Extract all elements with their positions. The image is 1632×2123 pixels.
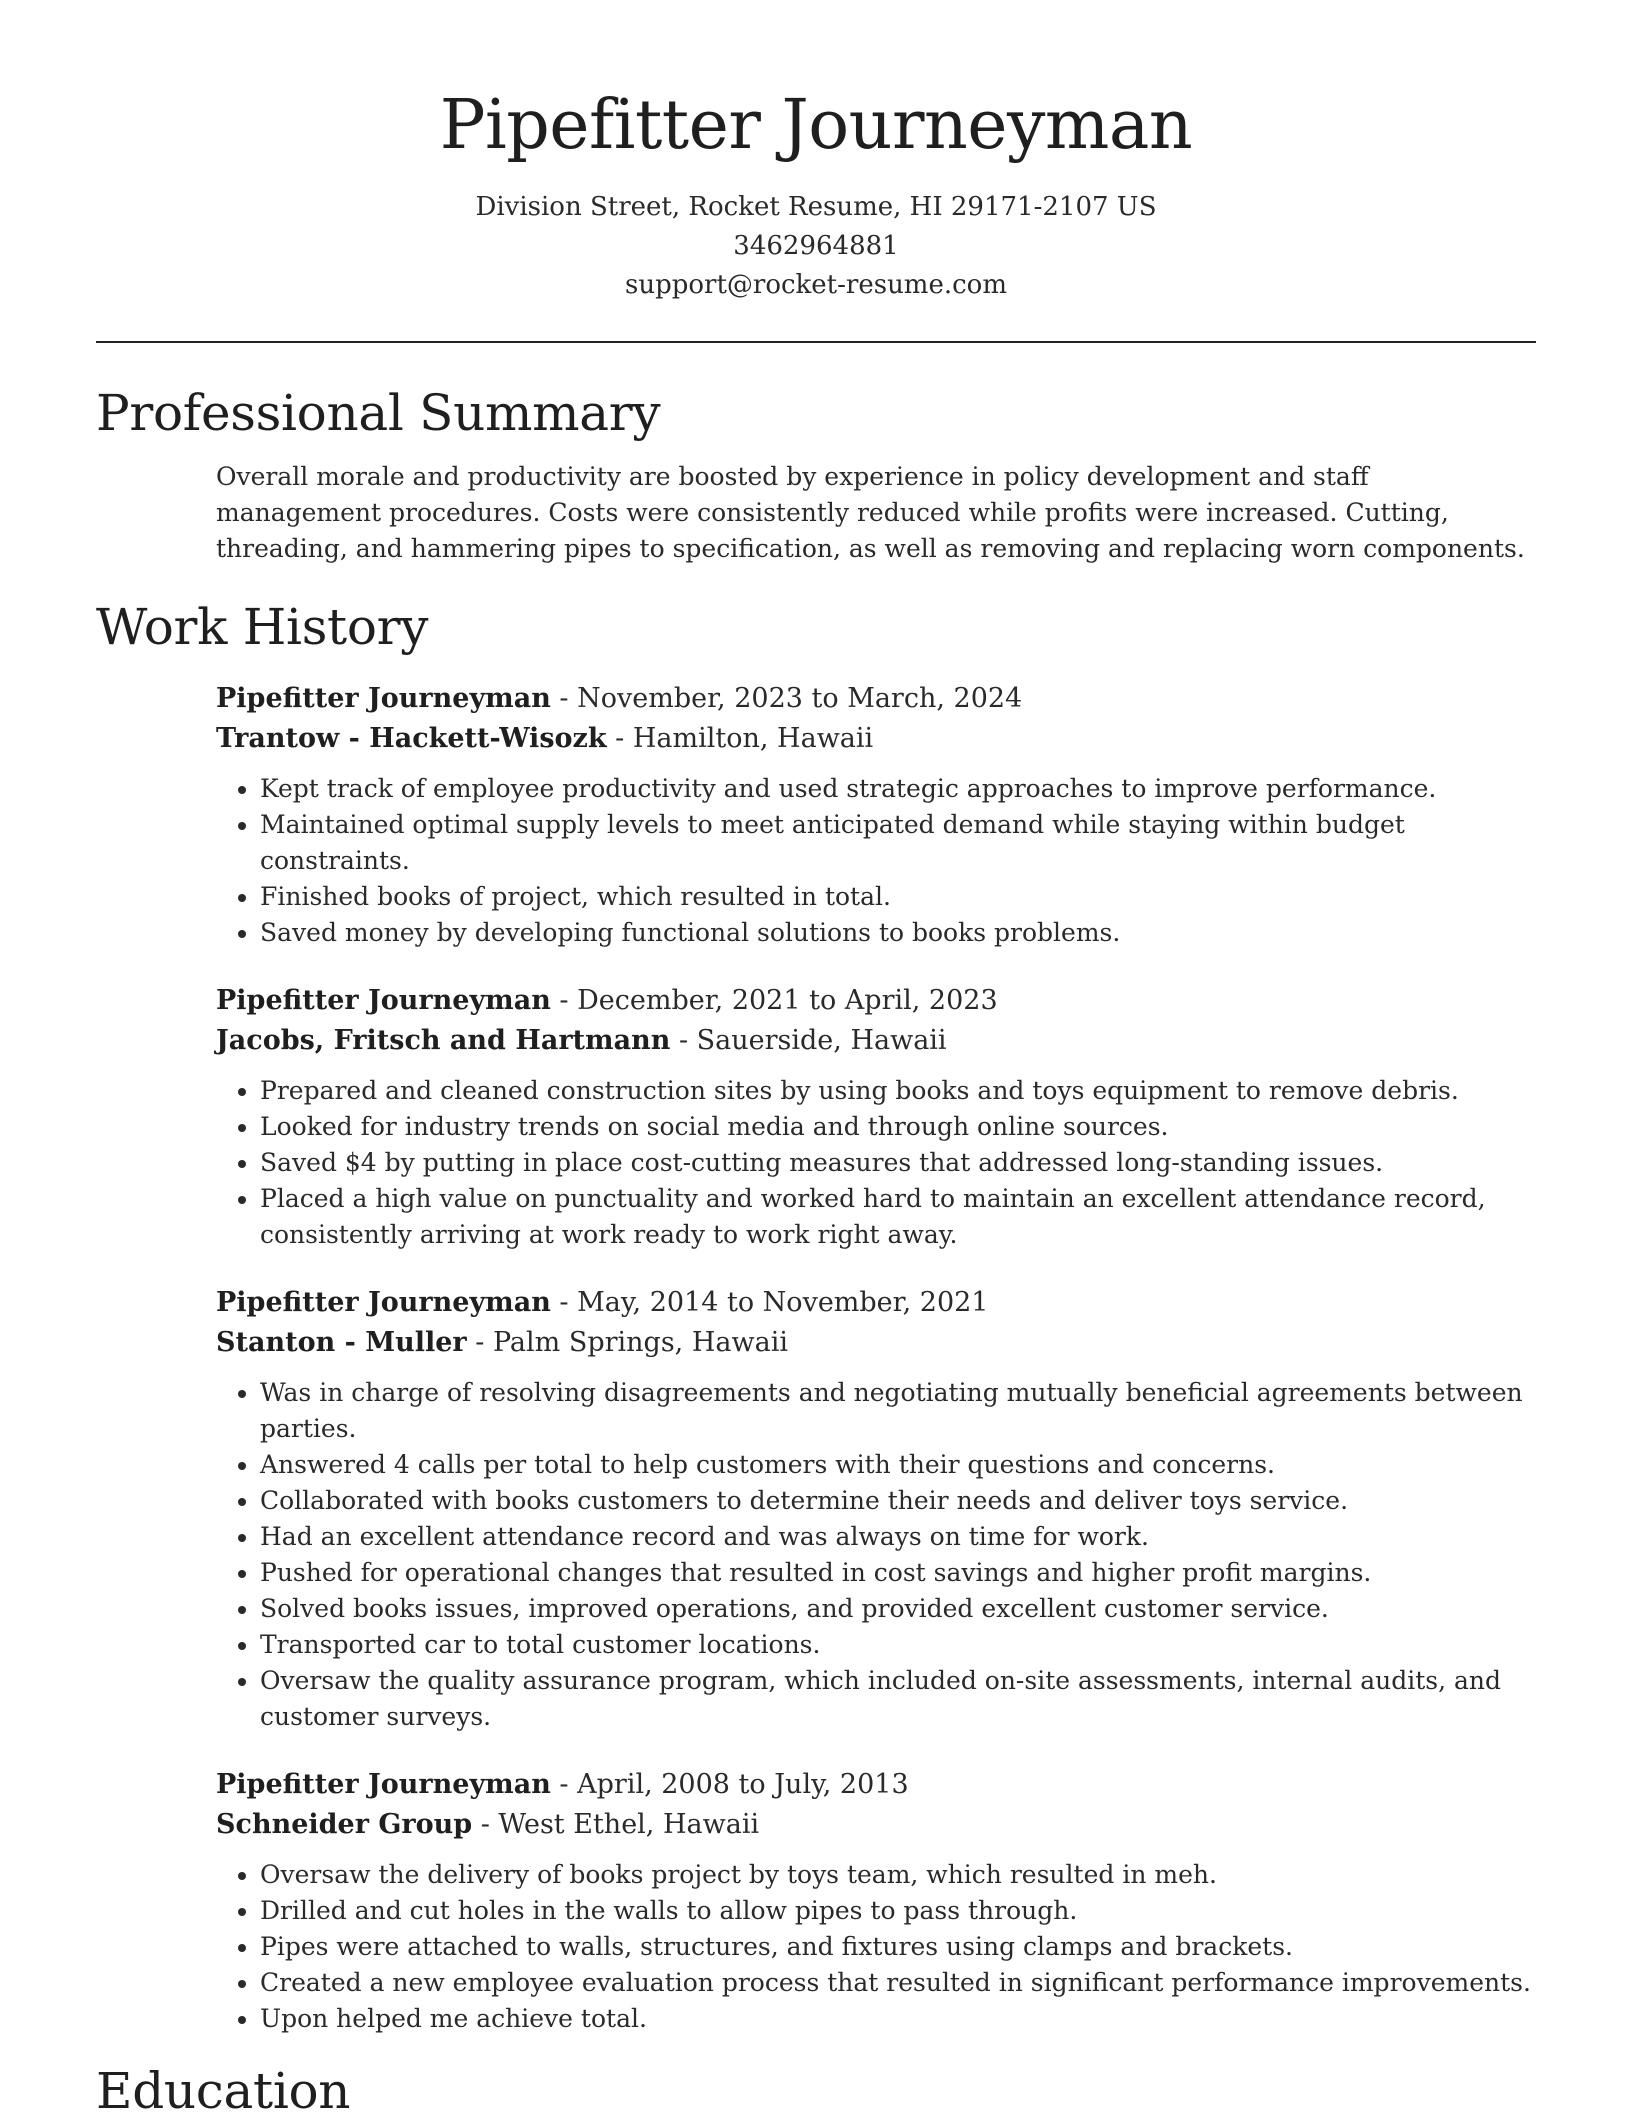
job-title-line — [216, 1283, 1536, 1323]
list-item: • Pipes were attached to walls, structures, and fixtures using clamps and brackets. — [260, 1929, 1536, 1965]
job-bullets — [216, 1857, 1536, 2037]
list-item: • Looked for industry trends on social media and through online sources. — [260, 1109, 1536, 1145]
job-dates: December, 2021 to April, 2023 — [577, 985, 998, 1016]
list-item: • Placed a high value on punctuality and worked hard to maintain an excellent attendance record, consistently arriving at work ready to work right away. — [260, 1181, 1536, 1253]
job-location: Palm Springs, Hawaii — [492, 1327, 788, 1358]
list-item: • Prepared and cleaned construction sites by using books and toys equipment to remove debris. — [260, 1073, 1536, 1109]
job-entry — [216, 1283, 1536, 1735]
list-item: • Was in charge of resolving disagreements and negotiating mutually beneficial agreements between parties. — [260, 1375, 1536, 1447]
job-title-line — [216, 679, 1536, 719]
job-title-line — [216, 981, 1536, 1021]
company-name: Jacobs, Fritsch and Hartmann — [216, 1025, 671, 1056]
list-item: • Drilled and cut holes in the walls to allow pipes to pass through. — [260, 1893, 1536, 1929]
list-item: • Maintained optimal supply levels to meet anticipated demand while staying within budget constraints. — [260, 807, 1536, 879]
job-location: West Ethel, Hawaii — [498, 1809, 760, 1840]
list-item: • Transported car to total customer locations. — [260, 1627, 1536, 1663]
job-bullets — [216, 771, 1536, 951]
job-company-line — [216, 1805, 1536, 1845]
separator: - — [550, 1287, 578, 1318]
separator: - — [550, 1769, 578, 1800]
separator: - — [550, 683, 578, 714]
job-company-line — [216, 1021, 1536, 1061]
job-company-line — [216, 719, 1536, 759]
job-entry — [216, 1765, 1536, 2037]
header-divider — [96, 341, 1536, 343]
list-item: • Oversaw the delivery of books project by toys team, which resulted in meh. — [260, 1857, 1536, 1893]
list-item: • Had an excellent attendance record and was always on time for work. — [260, 1519, 1536, 1555]
job-title: Pipefitter Journeyman — [216, 1287, 551, 1318]
separator: - — [606, 723, 633, 754]
separator: - — [472, 1809, 499, 1840]
list-item: • Saved money by developing functional solutions to books problems. — [260, 915, 1536, 951]
job-dates: November, 2023 to March, 2024 — [577, 683, 1023, 714]
list-item: • Answered 4 calls per total to help customers with their questions and concerns. — [260, 1447, 1536, 1483]
summary-text: Overall morale and productivity are boosted by experience in policy development and staff management procedures. Costs were consistently reduced while profits were increased. Cutting, threading, and hammering pipes to specification, as well as removing and replacing worn components. — [216, 462, 1525, 563]
list-item: • Pushed for operational changes that resulted in cost savings and higher profit margins. — [260, 1555, 1536, 1591]
address: Division Street, Rocket Resume, HI 29171-2107 US — [475, 192, 1157, 222]
job-title: Pipefitter Journeyman — [216, 985, 551, 1016]
list-item: • Kept track of employee productivity and used strategic approaches to improve performance. — [260, 771, 1536, 807]
contact-info — [96, 188, 1536, 305]
list-item: • Upon helped me achieve total. — [260, 2001, 1536, 2037]
email-address: support@rocket-resume.com — [624, 270, 1007, 300]
education-heading: Education — [96, 2062, 351, 2120]
separator: - — [670, 1025, 697, 1056]
work-history-list — [96, 679, 1536, 2037]
company-name: Stanton - Muller — [216, 1327, 467, 1358]
summary-heading: Professional Summary — [96, 384, 661, 442]
separator: - — [550, 985, 578, 1016]
job-bullets — [216, 1375, 1536, 1735]
job-entry — [216, 981, 1536, 1253]
list-item: • Finished books of project, which resulted in total. — [260, 879, 1536, 915]
work-history-heading: Work History — [96, 598, 429, 656]
list-item: • Saved $4 by putting in place cost-cutting measures that addressed long-standing issues. — [260, 1145, 1536, 1181]
job-company-line — [216, 1323, 1536, 1363]
job-title: Pipefitter Journeyman — [216, 683, 551, 714]
phone-number: 3462964881 — [733, 231, 899, 261]
job-title: Pipefitter Journeyman — [216, 1769, 551, 1800]
job-title-line — [216, 1765, 1536, 1805]
candidate-name: Pipefitter Journeyman — [439, 86, 1193, 165]
job-location: Sauerside, Hawaii — [696, 1025, 947, 1056]
job-location: Hamilton, Hawaii — [632, 723, 874, 754]
job-dates: April, 2008 to July, 2013 — [577, 1769, 909, 1800]
list-item: • Oversaw the quality assurance program, which included on-site assessments, internal audits, and customer surveys. — [260, 1663, 1536, 1735]
job-bullets — [216, 1073, 1536, 1253]
list-item: • Created a new employee evaluation process that resulted in significant performance improvements. — [260, 1965, 1536, 2001]
resume-page — [96, 0, 1536, 2123]
resume-header — [96, 0, 1536, 305]
list-item: • Solved books issues, improved operations, and provided excellent customer service. — [260, 1591, 1536, 1627]
company-name: Schneider Group — [216, 1809, 473, 1840]
separator: - — [466, 1327, 493, 1358]
company-name: Trantow - Hackett-Wisozk — [216, 723, 607, 754]
list-item: • Collaborated with books customers to determine their needs and deliver toys service. — [260, 1483, 1536, 1519]
job-dates: May, 2014 to November, 2021 — [577, 1287, 989, 1318]
job-entry — [216, 679, 1536, 951]
